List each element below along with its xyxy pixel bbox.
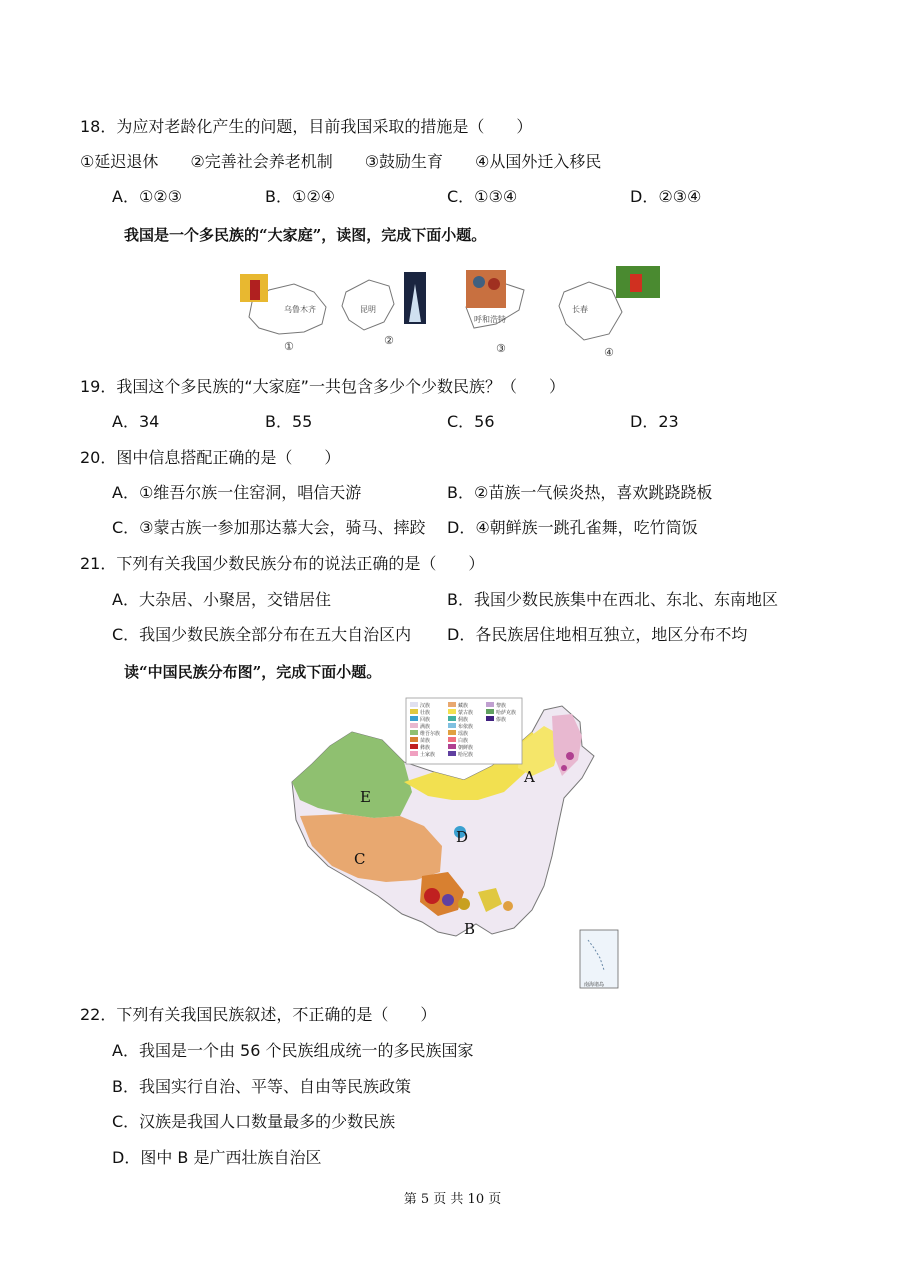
q22-stem: 22．下列有关我国民族叙述，不正确的是（ ） xyxy=(80,1005,437,1024)
province-map-2 xyxy=(342,272,426,330)
china-ethnic-map xyxy=(282,696,624,992)
q21-option-b[interactable]: B．我国少数民族集中在西北、东北、东南地区 xyxy=(447,590,778,609)
legend-label: 瑶族 xyxy=(458,731,469,737)
legend-label: 侗族 xyxy=(458,717,469,723)
region-label-c: C xyxy=(354,850,366,868)
legend-label: 黎族 xyxy=(496,703,507,709)
q20-option-c[interactable]: C．③蒙古族一参加那达慕大会，骑马、摔跤 xyxy=(112,518,426,537)
map-number-1: ① xyxy=(284,340,294,353)
q22-option-c[interactable]: C．汉族是我国人口数量最多的少数民族 xyxy=(112,1112,396,1131)
city-label-3: 呼和浩特 xyxy=(474,315,506,324)
q21-option-a[interactable]: A．大杂居、小聚居，交错居住 xyxy=(112,590,331,609)
q19-option-a[interactable]: A．34 xyxy=(112,412,160,431)
city-label-4: 长春 xyxy=(572,305,588,314)
legend-label: 傣族 xyxy=(496,717,507,723)
q18-option-b[interactable]: B．①②④ xyxy=(265,187,336,206)
q18-option-a[interactable]: A．①②③ xyxy=(112,187,182,206)
map-number-2: ② xyxy=(384,334,394,347)
q20-stem: 20．图中信息搭配正确的是（ ） xyxy=(80,448,341,467)
region-label-e: E xyxy=(360,788,371,806)
region-label-a: A xyxy=(524,768,535,786)
q20-option-d[interactable]: D．④朝鲜族一跳孔雀舞，吃竹筒饭 xyxy=(447,518,698,537)
q19-option-c[interactable]: C．56 xyxy=(447,412,495,431)
intro-ethnic-family: 我国是一个多民族的“大家庭”，读图，完成下面小题。 xyxy=(124,226,487,244)
province-map-1 xyxy=(240,274,326,334)
q22-option-b[interactable]: B．我国实行自治、平等、自由等民族政策 xyxy=(112,1077,411,1096)
legend-label: 汉族 xyxy=(420,703,431,709)
legend-label: 土家族 xyxy=(420,752,436,758)
q18-items: ①延迟退休 ②完善社会养老机制 ③鼓励生育 ④从国外迁入移民 xyxy=(80,152,602,171)
q18-option-d[interactable]: D．②③④ xyxy=(630,187,702,206)
province-maps-figure xyxy=(234,262,664,362)
city-label-1: 乌鲁木齐 xyxy=(284,305,316,314)
q20-option-b[interactable]: B．②苗族一气候炎热，喜欢跳跷跷板 xyxy=(447,483,713,502)
map-number-3: ③ xyxy=(496,342,506,355)
mongol-photo-icon xyxy=(466,270,506,308)
q18-stem: 18．为应对老龄化产生的问题，目前我国采取的措施是（ ） xyxy=(80,117,533,136)
intro-ethnic-map: 读“中国民族分布图”，完成下面小题。 xyxy=(124,663,382,681)
q19-option-b[interactable]: B．55 xyxy=(265,412,313,431)
legend-label: 白族 xyxy=(458,738,469,744)
province-map-4 xyxy=(559,266,660,340)
south-sea-inset xyxy=(580,930,618,988)
q19-stem: 19．我国这个多民族的“大家庭”一共包含多少个少数民族？（ ） xyxy=(80,377,565,396)
legend-label: 藏族 xyxy=(458,703,469,709)
q21-option-c[interactable]: C．我国少数民族全部分布在五大自治区内 xyxy=(112,625,412,644)
inset-label: 南海诸岛 xyxy=(584,982,605,988)
legend-label: 哈尼族 xyxy=(458,752,474,758)
legend-label: 壮族 xyxy=(420,710,431,716)
region-label-b: B xyxy=(464,920,476,938)
city-label-2: 昆明 xyxy=(360,305,376,314)
legend-label: 彝族 xyxy=(420,745,431,751)
q22-option-a[interactable]: A．我国是一个由 56 个民族组成统一的多民族国家 xyxy=(112,1041,474,1060)
legend-label: 满族 xyxy=(420,724,431,730)
q21-option-d[interactable]: D．各民族居住地相互独立，地区分布不均 xyxy=(447,625,748,644)
q20-option-a[interactable]: A．①维吾尔族一住窑洞，唱信天游 xyxy=(112,483,362,502)
map-number-4: ④ xyxy=(604,346,614,359)
legend-label: 哈萨克族 xyxy=(496,710,517,716)
legend-label: 维吾尔族 xyxy=(420,731,441,737)
legend-label: 苗族 xyxy=(420,738,431,744)
legend-label: 回族 xyxy=(420,717,431,723)
q21-stem: 21．下列有关我国少数民族分布的说法正确的是（ ） xyxy=(80,554,485,573)
legend-label: 朝鲜族 xyxy=(458,745,474,751)
region-label-d: D xyxy=(456,828,469,846)
legend-label: 蒙古族 xyxy=(458,710,474,716)
legend-label: 布依族 xyxy=(458,724,474,730)
q22-option-d[interactable]: D．图中 B 是广西壮族自治区 xyxy=(112,1148,322,1167)
q18-option-c[interactable]: C．①③④ xyxy=(447,187,518,206)
page-footer: 第 5 页 共 10 页 xyxy=(403,1192,502,1207)
q19-option-d[interactable]: D．23 xyxy=(630,412,679,431)
